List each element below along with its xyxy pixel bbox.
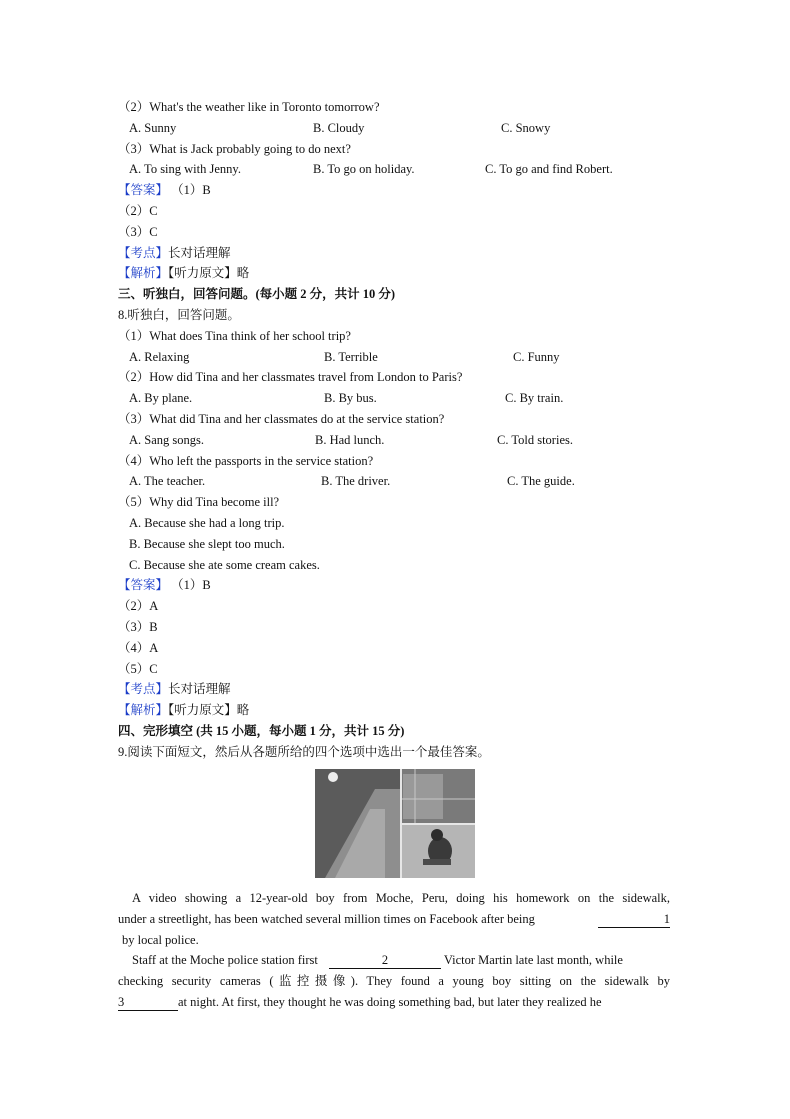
question-4: （4）Who left the passports in the service station?	[118, 454, 374, 468]
answer-2: （2）C	[118, 204, 158, 218]
question-5: （5）Why did Tina become ill?	[118, 495, 280, 509]
analysis-text: 【听力原文】略	[168, 266, 250, 280]
option-a: A. The teacher.	[129, 474, 206, 488]
blank-1[interactable]: 1	[598, 911, 670, 928]
passage-paragraph-2-line-3: 3 at night. At first, they thought he was doing something bad, but later they realized he	[118, 995, 602, 1009]
question-1: （1）What does Tina think of her school trip?	[118, 329, 351, 343]
answer-5: （5）C	[118, 662, 158, 676]
option-b: B. Because she slept too much.	[129, 537, 285, 551]
answer-line	[118, 182, 211, 198]
section-heading: 三、听独白，回答问题。(每小题 2 分，共计 10 分)	[118, 287, 396, 301]
question-2: （2）How did Tina and her classmates travel from London to Paris?	[118, 370, 463, 384]
passage-paragraph-2-line-2: checking security cameras (监控摄像). They found a young boy sitting on the sidewalk by	[118, 974, 670, 988]
point-tag: 【考点】	[118, 682, 169, 696]
point-text: 长对话理解	[168, 246, 231, 260]
answer-3: （3）B	[118, 620, 158, 634]
answer-2: （2）A	[118, 599, 159, 613]
option-a: A. Sang songs.	[129, 433, 205, 447]
option-b: B. The driver.	[321, 474, 391, 488]
option-a: A. By plane.	[129, 391, 193, 405]
section-intro: 8.听独白，回答问题。	[118, 308, 240, 322]
analysis-tag: 【解析】	[118, 703, 169, 717]
answer-3: （3）C	[118, 225, 158, 239]
option-a: A. Relaxing	[129, 350, 190, 364]
analysis-line	[118, 265, 249, 281]
security-camera-photo	[315, 769, 475, 878]
analysis-tag: 【解析】	[118, 266, 169, 280]
answer-1: （1）B	[171, 183, 211, 197]
point-text: 长对话理解	[168, 682, 231, 696]
option-b: B. Cloudy	[313, 121, 365, 135]
option-b: B. Had lunch.	[315, 433, 385, 447]
analysis-text: 【听力原文】略	[168, 703, 250, 717]
answer-tag: 【答案】	[118, 183, 169, 197]
option-c: C. By train.	[505, 391, 564, 405]
point-line	[118, 245, 231, 261]
option-a: A. To sing with Jenny.	[129, 162, 241, 176]
point-tag: 【考点】	[118, 246, 169, 260]
answer-1: （1）B	[171, 578, 211, 592]
option-c: C. Told stories.	[497, 433, 573, 447]
blank-3[interactable]: 3	[118, 994, 178, 1011]
option-b: B. By bus.	[324, 391, 377, 405]
blank-2[interactable]: 2	[329, 952, 441, 969]
question-2: （2）What's the weather like in Toronto tomorrow?	[118, 100, 380, 114]
option-c: C. To go and find Robert.	[485, 162, 613, 176]
passage-paragraph-1-line-1: A video showing a 12-year-old boy from Moche, Peru, doing his homework on the sidewalk,	[132, 891, 670, 905]
option-c: C. Snowy	[501, 121, 551, 135]
answer-line	[118, 577, 211, 593]
answer-tag: 【答案】	[118, 578, 169, 592]
option-b: B. Terrible	[324, 350, 378, 364]
passage-paragraph-1-line-2: under a streetlight, has been watched several million times on Facebook after being 1	[118, 912, 670, 926]
passage-paragraph-1-line-3: by local police.	[122, 933, 199, 947]
section-intro: 9.阅读下面短文，然后从各题所给的四个选项中选出一个最佳答案。	[118, 745, 490, 759]
option-c: C. The guide.	[507, 474, 575, 488]
option-c: C. Funny	[513, 350, 560, 364]
option-a: A. Because she had a long trip.	[129, 516, 285, 530]
section-heading: 四、完形填空 (共 15 小题，每小题 1 分，共计 15 分)	[118, 724, 405, 738]
passage-paragraph-2-line-1: Staff at the Moche police station first 2 Victor Martin late last month, while	[132, 953, 623, 967]
question-3: （3）What is Jack probably going to do next?	[118, 142, 351, 156]
option-a: A. Sunny	[129, 121, 177, 135]
option-b: B. To go on holiday.	[313, 162, 415, 176]
analysis-line	[118, 702, 249, 718]
point-line	[118, 681, 231, 697]
question-3: （3）What did Tina and her classmates do at the service station?	[118, 412, 445, 426]
answer-4: （4）A	[118, 641, 159, 655]
option-c: C. Because she ate some cream cakes.	[129, 558, 320, 572]
